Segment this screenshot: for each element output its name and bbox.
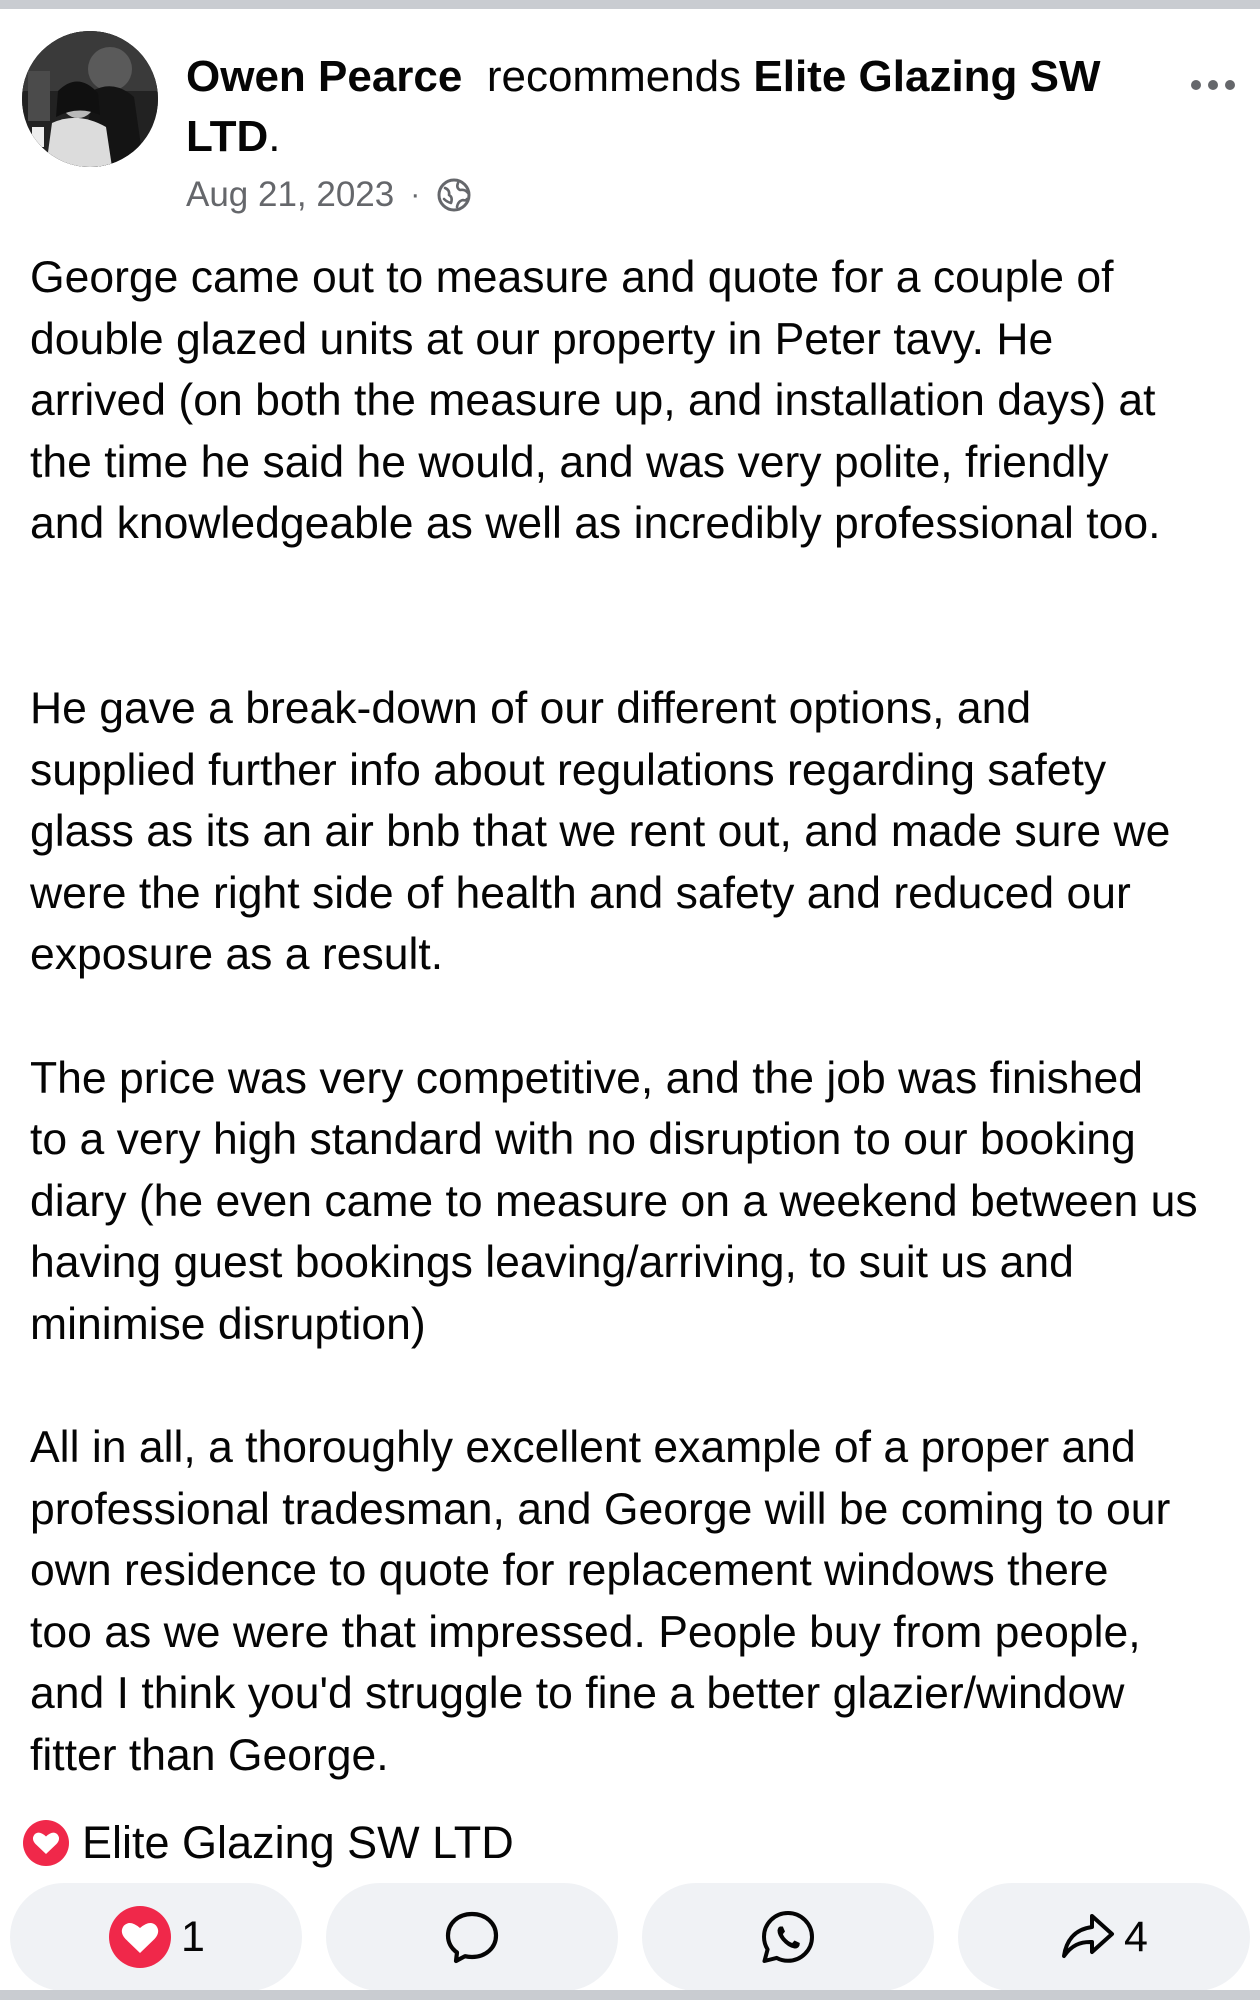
avatar-photo xyxy=(22,31,158,167)
post-action-bar xyxy=(10,1883,1250,1991)
post-paragraph: He gave a break-down of our different options, and supplied further info about regulations regarding safety glass as its an air bnb that we rent out, and made sure we were the right side of health and safety and reduced our exposure as a result. xyxy=(30,683,1171,980)
recommendation-tag[interactable] xyxy=(20,1815,514,1871)
post-timestamp[interactable]: Aug 21, 2023 xyxy=(186,175,395,214)
author-name[interactable]: Owen Pearce xyxy=(186,52,463,101)
recommendation-tag-label: Elite Glazing SW LTD xyxy=(82,1817,514,1868)
globe-icon xyxy=(436,177,472,213)
more-options-button[interactable] xyxy=(1186,65,1240,105)
whatsapp-icon xyxy=(759,1908,817,1966)
comment-icon xyxy=(443,1908,501,1966)
post-meta xyxy=(186,171,472,219)
recommended-page-name[interactable]: Elite Glazing SW LTD xyxy=(186,52,1101,161)
more-horizontal-icon xyxy=(1190,79,1236,91)
comment-button[interactable] xyxy=(326,1883,618,1991)
reaction-button[interactable] xyxy=(10,1883,302,1991)
top-divider xyxy=(0,0,1260,9)
share-button[interactable] xyxy=(958,1883,1250,1991)
reaction-count: 1 xyxy=(181,1912,205,1961)
post-paragraph: George came out to measure and quote for a couple of double glazed units at our property in Peter tavy. He arrived (on both the measure up, and installation days) at the time he said he would, and was very polite, friendly and knowledgeable as well as incredibly professional too. xyxy=(30,253,1161,549)
meta-separator: · xyxy=(410,178,421,211)
post-action: recommends xyxy=(486,52,742,101)
header-period: . xyxy=(268,112,281,161)
post-body xyxy=(30,247,1255,1787)
share-icon xyxy=(1060,1912,1116,1962)
whatsapp-share-button[interactable] xyxy=(642,1883,934,1991)
heart-reaction-icon xyxy=(107,1904,173,1970)
recommend-heart-icon xyxy=(20,1817,72,1869)
post-header xyxy=(186,47,1146,167)
recommendation-post xyxy=(0,9,1260,1990)
bottom-divider xyxy=(0,1990,1260,2000)
post-paragraph: The price was very competitive, and the job was finished to a very high standard with no disruption to our booking diary (he even came to measure on a weekend between us having guest bookings leaving/arriving, to suit us and minimise disruption) xyxy=(30,1053,1198,1349)
post-paragraph: All in all, a thoroughly excellent example of a proper and professional tradesman, and George will be coming to our own residence to quote for replacement windows there too as we were that impressed. People buy from people, and I think you'd struggle to fine a better glazier/window fitter than George. xyxy=(30,1423,1171,1781)
author-avatar[interactable] xyxy=(22,31,158,167)
share-count: 4 xyxy=(1124,1912,1148,1961)
